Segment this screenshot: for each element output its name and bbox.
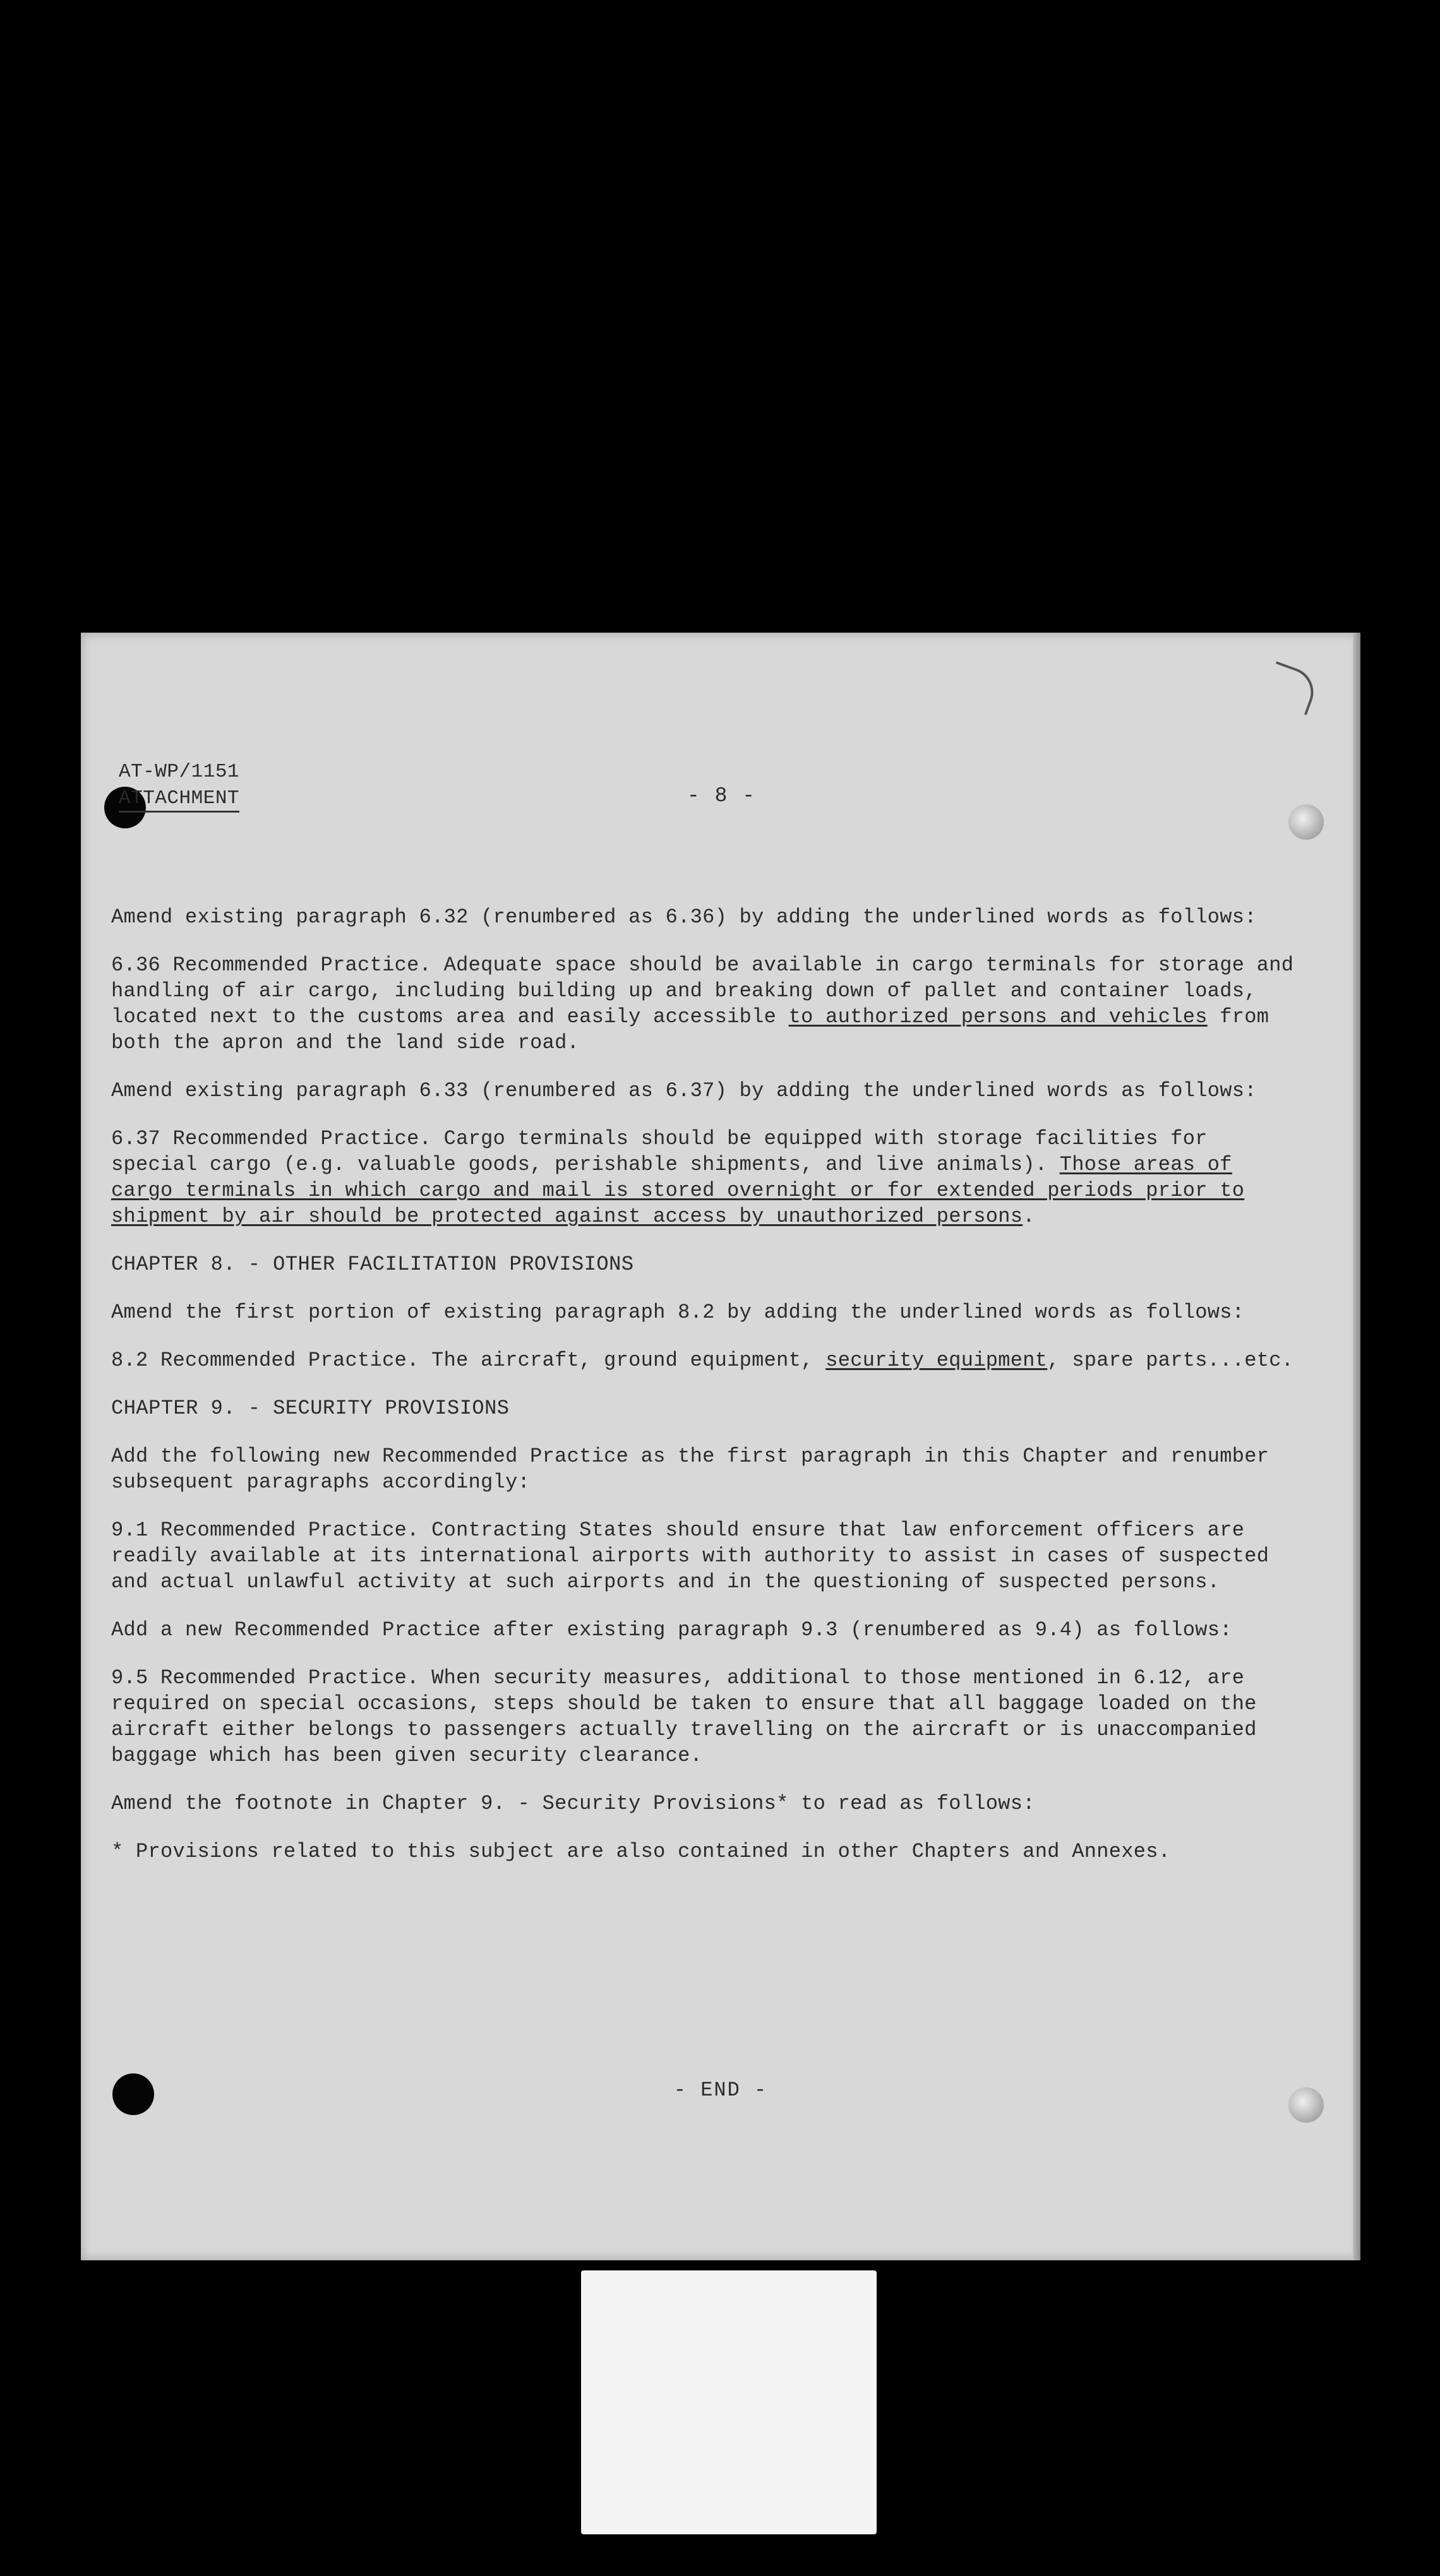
- paragraph: Add a new Recommended Practice after existing paragraph 9.3 (renumbered as 9.4) as follows:: [111, 1618, 1232, 1642]
- document-body: [111, 904, 1299, 1887]
- paragraph: Amend the first portion of existing paragraph 8.2 by adding the underlined words as follows:: [111, 1301, 1245, 1324]
- document-reference: AT-WP/1151: [119, 761, 240, 783]
- paragraph: Amend the footnote in Chapter 9. - Security Provisions* to read as follows:: [111, 1792, 1035, 1815]
- paper-slip: [581, 2270, 877, 2534]
- underlined-text: to authorized persons and vehicles: [788, 1005, 1208, 1029]
- paragraph: 9.1 Recommended Practice. Contracting States should ensure that law enforcement officers are readily available at its international airports with authority to assist in cases of suspected and actual unlawful activity at such airports and in the questioning of suspected persons.: [111, 1518, 1269, 1594]
- document-header: [119, 759, 239, 812]
- paragraph: Add the following new Recommended Practice as the first paragraph in this Chapter and renumber subsequent paragraphs accordingly:: [111, 1445, 1269, 1494]
- chapter-heading: CHAPTER 9. - SECURITY PROVISIONS: [111, 1397, 510, 1420]
- staple-mark: [1263, 661, 1320, 715]
- paragraph: Amend existing paragraph 6.32 (renumbered as 6.36) by adding the underlined words as follows:: [111, 905, 1257, 929]
- binder-ring-top: [1288, 804, 1324, 840]
- chapter-heading: CHAPTER 8. - OTHER FACILITATION PROVISIONS: [111, 1253, 634, 1276]
- paragraph: 6.36 Recommended Practice. Adequate space should be available in cargo terminals for storage and handling of air cargo, including building up and breaking down of pallet and container loads, located next to the customs area and easily accessible to authorized persons and vehicles from both the apron and the land side road.: [111, 953, 1294, 1054]
- footnote: * Provisions related to this subject are also contained in other Chapters and Annexes.: [111, 1840, 1171, 1863]
- paragraph: 8.2 Recommended Practice. The aircraft, ground equipment, security equipment, spare parts...etc.: [111, 1349, 1294, 1372]
- end-mark: - END -: [673, 2078, 768, 2102]
- paragraph: 9.5 Recommended Practice. When security measures, additional to those mentioned in 6.12, are required on special occasions, steps should be taken to ensure that all baggage loaded on the aircraft either belongs to passengers actually travelling on the aircraft or is unaccompanied baggage which has been given security clearance.: [111, 1666, 1257, 1767]
- paragraph: 6.37 Recommended Practice. Cargo terminals should be equipped with storage facilities for special cargo (e.g. valuable goods, perishable shipments, and live animals). Those areas of cargo terminals in which cargo and mail is stored overnight or for extended periods prior to shipment by air should be protected against access by unauthorized persons.: [111, 1127, 1245, 1228]
- page-edge: [1353, 633, 1360, 2260]
- paragraph: Amend existing paragraph 6.33 (renumbered as 6.37) by adding the underlined words as follows:: [111, 1079, 1257, 1102]
- underlined-text: Those areas of cargo terminals in which cargo and mail is stored overnight or for extended periods prior to shipment by air should be protected against access by unauthorized persons: [111, 1153, 1245, 1228]
- underlined-text: security equipment: [825, 1349, 1048, 1372]
- page-number: - 8 -: [687, 784, 757, 808]
- document-page: [81, 633, 1360, 2260]
- attachment-label: ATTACHMENT: [119, 787, 239, 813]
